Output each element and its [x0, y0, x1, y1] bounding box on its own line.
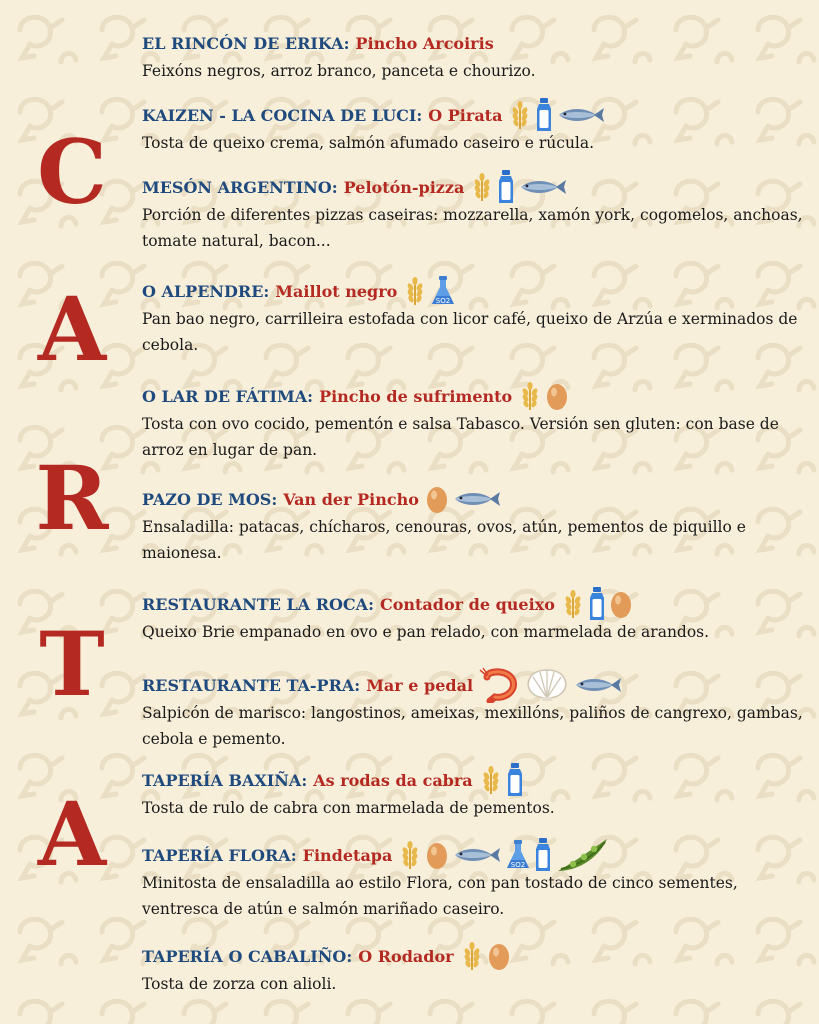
dish-name: Pincho Arcoiris	[355, 33, 494, 53]
wheat-icon	[398, 840, 422, 870]
allergen-icons	[398, 835, 611, 875]
dish-name: Maillot negro	[275, 281, 398, 301]
carta-letter-r: R	[35, 446, 109, 550]
entry-title	[142, 670, 812, 700]
dish-name: O Pirata	[428, 105, 503, 125]
fish-icon	[452, 846, 502, 864]
menu-entry	[142, 172, 812, 254]
dish-name: As rodas da cabra	[313, 770, 473, 790]
allergen-icons	[561, 586, 633, 622]
entry-title	[142, 28, 812, 58]
dish-description: Feixóns negros, arroz branco, panceta e chourizo.	[142, 62, 536, 80]
sulphites-icon	[430, 275, 456, 307]
menu-entry	[142, 840, 812, 922]
egg-icon	[609, 589, 633, 619]
dish-name: O Rodador	[358, 946, 454, 966]
dish-name: Pelotón-pizza	[343, 177, 465, 197]
carta-letter-c: C	[36, 120, 108, 224]
wheat-icon	[470, 172, 494, 202]
legume-icon	[555, 835, 611, 875]
entry-title	[142, 484, 812, 514]
fish-icon	[518, 178, 568, 196]
venue-name: TAPERÍA BAXIÑA:	[142, 770, 308, 790]
dish-description: Tosta de rulo de cabra con marmelada de pementos.	[142, 799, 555, 817]
egg-icon	[425, 484, 449, 514]
dish-description: Pan bao negro, carrilleira estofada con licor café, queixo de Arzúa e xerminados de cebola.	[142, 310, 798, 354]
entry-title	[142, 381, 812, 411]
milk-icon	[534, 837, 552, 873]
shrimp-icon	[479, 667, 521, 703]
shell-icon	[524, 668, 570, 702]
milk-icon	[588, 586, 606, 622]
dish-description: Tosta de queixo crema, salmón afumado caseiro e rúcula.	[142, 134, 595, 152]
venue-name: RESTAURANTE LA ROCA:	[142, 594, 374, 614]
venue-name: PAZO DE MOS:	[142, 489, 278, 509]
allergen-icons	[508, 97, 606, 133]
sulphites-icon	[505, 839, 531, 871]
dish-name: Pincho de sufrimento	[319, 386, 513, 406]
menu-entry	[142, 100, 812, 156]
milk-icon	[506, 762, 524, 798]
fish-icon	[556, 106, 606, 124]
menu-entry	[142, 28, 812, 84]
dish-description: Tosta con ovo cocido, pementón e salsa Tabasco. Versión sen gluten: con base de arroz en lugar de pan.	[142, 415, 779, 459]
allergen-icons	[425, 484, 502, 514]
entry-title	[142, 172, 812, 202]
allergen-icons	[479, 762, 524, 798]
venue-name: RESTAURANTE TA-PRA:	[142, 675, 361, 695]
dish-description: Porción de diferentes pizzas caseiras: mozzarella, xamón york, cogomelos, anchoas, tomate natural, bacon...	[142, 206, 803, 250]
menu-entry	[142, 941, 812, 997]
egg-icon	[425, 840, 449, 870]
allergen-icons	[518, 381, 569, 411]
menu-entry	[142, 276, 812, 358]
menu-entry	[142, 484, 812, 566]
dish-name: Contador de queixo	[379, 594, 555, 614]
sulphites-label: SO2	[436, 297, 451, 305]
venue-name: TAPERÍA O CABALIÑO:	[142, 946, 353, 966]
dish-description: Ensaladilla: patacas, chícharos, cenouras, ovos, atún, pementos de piquillo e maionesa.	[142, 518, 746, 562]
entry-title	[142, 840, 812, 870]
dish-description: Tosta de zorza con alioli.	[142, 975, 337, 993]
carta-letter-a: A	[37, 277, 107, 381]
milk-icon	[535, 97, 553, 133]
dish-name: Van der Pincho	[283, 489, 419, 509]
carta-vertical-title	[22, 0, 122, 1024]
dish-description: Queixo Brie empanado en ovo e pan relado, con marmelada de arandos.	[142, 623, 710, 641]
egg-icon	[545, 381, 569, 411]
wheat-icon	[403, 276, 427, 306]
egg-icon	[487, 941, 511, 971]
wheat-icon	[561, 589, 585, 619]
wheat-icon	[460, 941, 484, 971]
fish-icon	[573, 676, 623, 694]
venue-name: O LAR DE FÁTIMA:	[142, 386, 314, 406]
allergen-icons	[470, 169, 568, 205]
wheat-icon	[518, 381, 542, 411]
allergen-icons	[403, 275, 456, 307]
entry-title	[142, 100, 812, 130]
dish-description: Salpicón de marisco: langostinos, ameixas, mexillóns, paliños de cangrexo, gambas, cebola e pemento.	[142, 704, 803, 748]
dish-description: Minitosta de ensaladilla ao estilo Flora, con pan tostado de cinco sementes, ventresca de atún e salmón mariñado caseiro.	[142, 874, 738, 918]
wheat-icon	[508, 100, 532, 130]
menu-entry	[142, 381, 812, 463]
venue-name: TAPERÍA FLORA:	[142, 845, 297, 865]
fish-icon	[452, 490, 502, 508]
allergen-icons	[460, 941, 511, 971]
entry-title	[142, 765, 812, 795]
entry-title	[142, 941, 812, 971]
dish-name: Findetapa	[302, 845, 393, 865]
menu-entry	[142, 589, 812, 645]
menu-entry	[142, 670, 812, 752]
venue-name: KAIZEN - LA COCINA DE LUCI:	[142, 105, 423, 125]
milk-icon	[497, 169, 515, 205]
carta-letter-t: T	[39, 612, 105, 716]
allergen-icons	[479, 667, 623, 703]
dish-name: Mar e pedal	[366, 675, 474, 695]
carta-letter-a2: A	[37, 782, 107, 886]
sulphites-label: SO2	[511, 861, 526, 869]
venue-name: O ALPENDRE:	[142, 281, 270, 301]
menu-entry	[142, 765, 812, 821]
entry-title	[142, 589, 812, 619]
wheat-icon	[479, 765, 503, 795]
venue-name: EL RINCÓN DE ERIKA:	[142, 33, 350, 53]
venue-name: MESÓN ARGENTINO:	[142, 177, 338, 197]
entry-title	[142, 276, 812, 306]
